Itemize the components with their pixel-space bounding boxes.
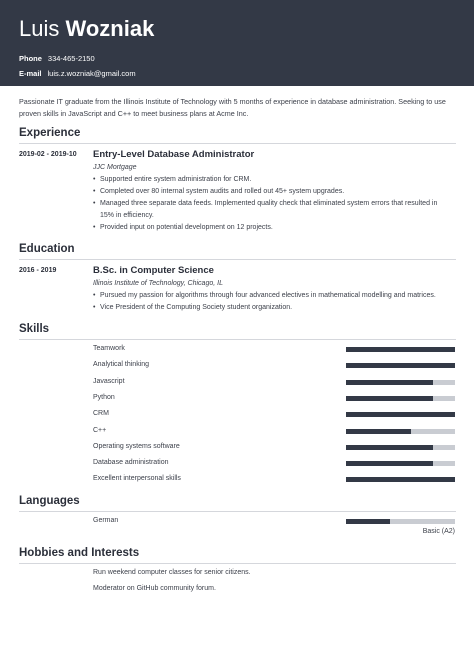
skill-name: Teamwork bbox=[93, 345, 125, 352]
skill-level-bar bbox=[346, 445, 455, 450]
skill-level-bar bbox=[346, 477, 455, 482]
skill-level-bar bbox=[346, 347, 455, 352]
skill-level-fill bbox=[346, 429, 411, 434]
language-level-label: Basic (A2) bbox=[422, 528, 455, 535]
hobbies-heading: Hobbies and Interests bbox=[19, 547, 140, 559]
skill-level-bar bbox=[346, 363, 455, 368]
experience-org: JJC Mortgage bbox=[93, 164, 137, 171]
summary-text: Passionate IT graduate from the Illinois Institute of Technology with 5 months of experience in database administration. Seeking to use proven skills in JavaScript and C++ to meet business plans at Acme Inc. bbox=[19, 97, 446, 118]
education-heading: Education bbox=[19, 243, 75, 255]
list-item: • Completed over 80 internal system audits and rolled out 45+ system upgrades. bbox=[93, 186, 453, 198]
hobby-item: Run weekend computer classes for senior citizens. bbox=[93, 569, 251, 576]
resume-header bbox=[0, 0, 474, 86]
education-dates: 2016 - 2019 bbox=[19, 267, 57, 274]
list-item: • Supported entire system administration for CRM. bbox=[93, 174, 453, 186]
skill-level-bar bbox=[346, 412, 455, 417]
phone-value: 334-465-2150 bbox=[47, 54, 95, 63]
list-item: • Managed three separate data feeds. Implemented quality check that eliminated system errors that resulted in 15% in efficiency. bbox=[93, 198, 453, 222]
language-name: German bbox=[93, 517, 119, 524]
email-label: E-mail bbox=[19, 69, 42, 78]
list-item: • Vice President of the Computing Society student organization. bbox=[93, 302, 453, 314]
skill-level-bar bbox=[346, 429, 455, 434]
education-org: Illinois Institute of Technology, Chicago, IL bbox=[93, 280, 223, 287]
skill-name: Operating systems software bbox=[93, 442, 180, 450]
skill-name: Database administration bbox=[93, 459, 169, 467]
skill-level-fill bbox=[346, 477, 455, 482]
email-line bbox=[19, 69, 136, 79]
skill-level-fill bbox=[346, 461, 433, 466]
skill-level-fill bbox=[346, 445, 433, 450]
skill-level-fill bbox=[346, 412, 455, 417]
list-item: • Provided input on potential development on 12 projects. bbox=[93, 222, 453, 234]
first-name: Luis bbox=[19, 16, 60, 41]
experience-role: Entry-Level Database Administrator bbox=[93, 149, 255, 160]
skill-name: C++ bbox=[93, 426, 107, 434]
skill-level-fill bbox=[346, 380, 433, 385]
skill-level-fill bbox=[346, 396, 433, 401]
experience-heading: Experience bbox=[19, 127, 81, 139]
skill-level-fill bbox=[346, 363, 455, 368]
hobbies-divider bbox=[19, 563, 456, 564]
email-value: luis.z.wozniak@gmail.com bbox=[47, 69, 136, 78]
education-bullets bbox=[93, 290, 453, 314]
language-level-bar bbox=[346, 519, 455, 524]
skill-name: Excellent interpersonal skills bbox=[93, 475, 181, 483]
languages-divider bbox=[19, 511, 456, 512]
experience-divider bbox=[19, 143, 456, 144]
experience-bullets bbox=[93, 174, 453, 234]
skill-name: Python bbox=[93, 393, 115, 401]
hobby-item: Moderator on GitHub community forum. bbox=[93, 585, 216, 592]
languages-heading: Languages bbox=[19, 495, 80, 507]
skill-level-bar bbox=[346, 380, 455, 385]
list-item: • Pursued my passion for algorithms through four advanced electives in mathematical modelling and matrices. bbox=[93, 290, 453, 302]
experience-dates: 2019-02 - 2019-10 bbox=[19, 151, 77, 158]
skill-level-bar bbox=[346, 461, 455, 466]
phone-label: Phone bbox=[19, 54, 42, 63]
skills-heading: Skills bbox=[19, 323, 50, 335]
education-degree: B.Sc. in Computer Science bbox=[93, 265, 214, 276]
skill-name: Analytical thinking bbox=[93, 361, 150, 369]
skills-divider bbox=[19, 339, 456, 340]
language-level-fill bbox=[346, 519, 390, 524]
candidate-name bbox=[19, 16, 154, 42]
education-divider bbox=[19, 259, 456, 260]
phone-line bbox=[19, 54, 95, 64]
skill-level-bar bbox=[346, 396, 455, 401]
skill-name: Javascript bbox=[93, 377, 125, 385]
last-name: Wozniak bbox=[65, 16, 155, 41]
skill-name: CRM bbox=[93, 410, 109, 418]
skill-level-fill bbox=[346, 347, 455, 352]
